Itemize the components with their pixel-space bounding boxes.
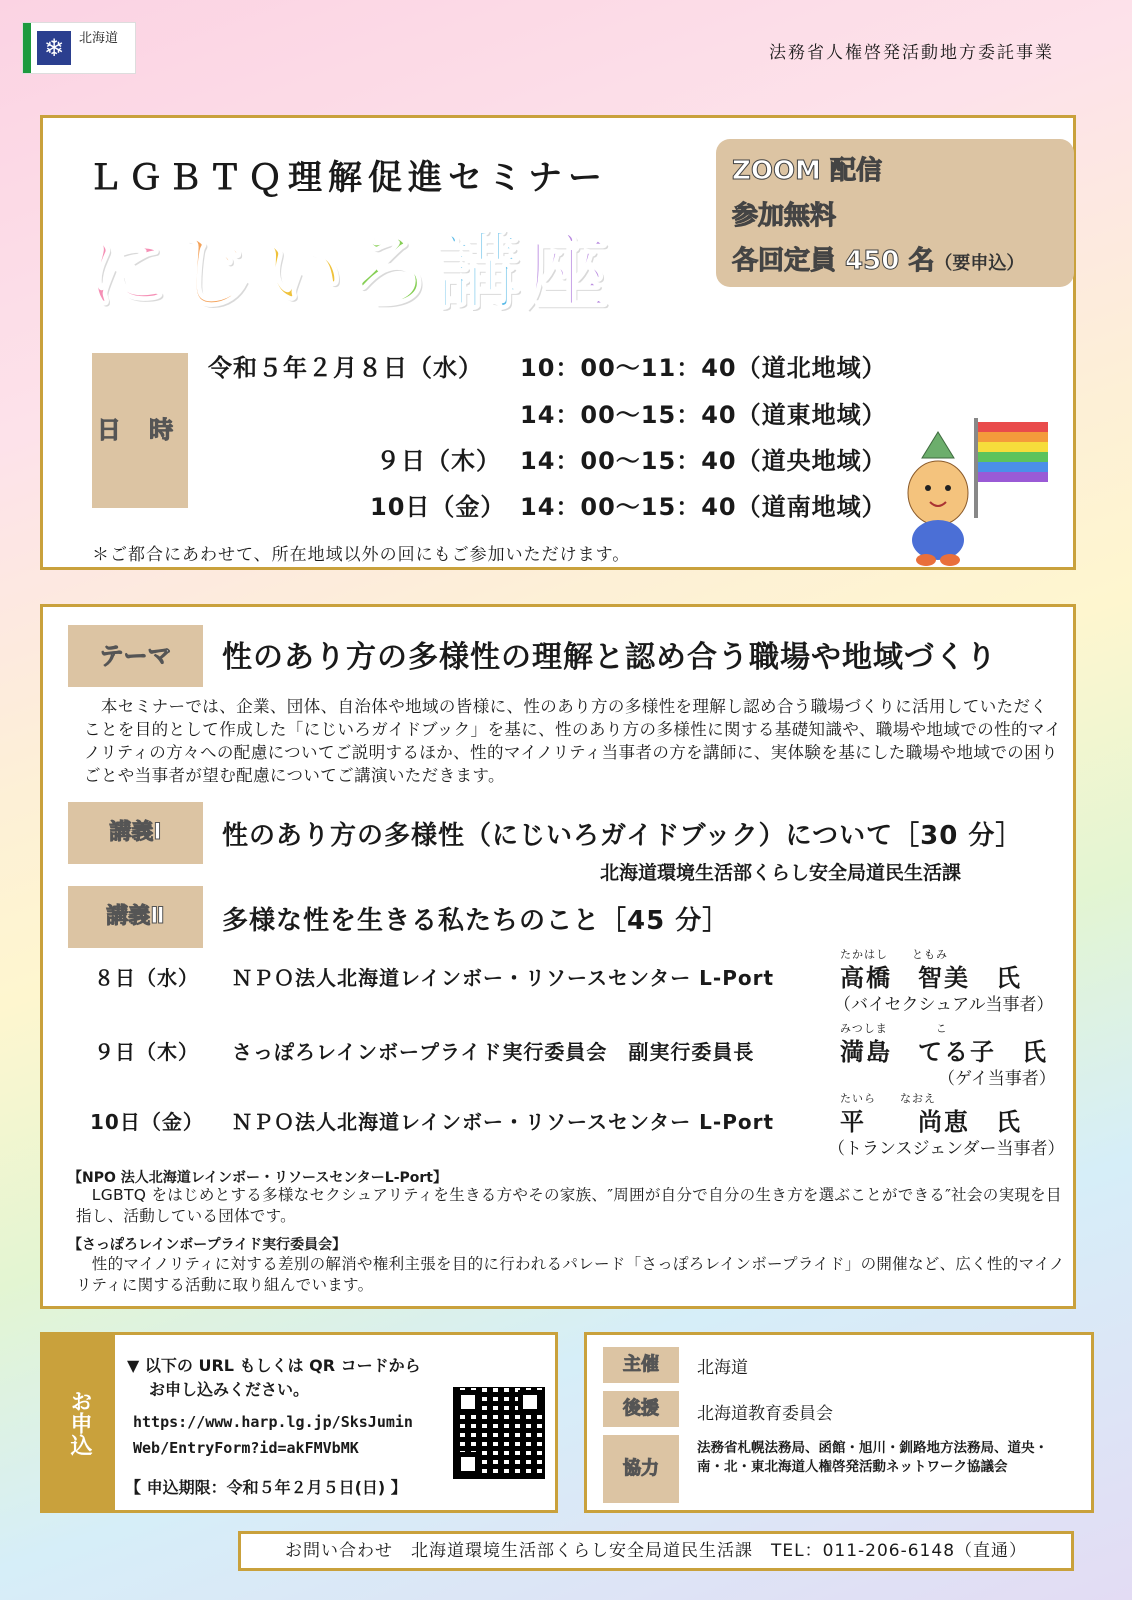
- apply-deadline: 【 申込期限：令和５年２月５日(日) 】: [125, 1478, 407, 1497]
- apply-url-line2[interactable]: Web/EntryForm?id=akFMVbMK: [133, 1439, 359, 1457]
- title-char: ろ: [348, 223, 437, 321]
- cooperation-value: 法務省札幌法務局、函館・旭川・釧路地方法務局、道央・南・北・東北海道人権啓発活動ネットワーク協議会: [697, 1440, 1048, 1475]
- application-box: [40, 1332, 558, 1513]
- support-tag: 後援: [603, 1391, 679, 1427]
- speaker-day: ８日（水）: [94, 966, 199, 990]
- schedule-time: 10：00～11：40（道北地域）: [520, 354, 887, 382]
- zoom-line: ZOOM 配信: [732, 156, 882, 186]
- support-value: 北海道教育委員会: [697, 1404, 833, 1424]
- lecture-1-org: 北海道環境生活部くらし安全局道民生活課: [600, 862, 962, 884]
- speaker-name: 平 尚恵 氏: [840, 1108, 1022, 1136]
- zoom-info-box: [716, 139, 1074, 287]
- qr-finder: [456, 1452, 480, 1476]
- speaker-org: ＮＰＯ法人北海道レインボー・リソースセンター L-Port: [232, 966, 775, 990]
- seminar-subtitle: ＬＧＢＴＱ理解促進セミナー: [88, 158, 608, 198]
- speaker-ruby: たかはし ともみ: [840, 948, 948, 961]
- seminar-description: 本セミナーでは、企業、団体、自治体や地域の皆様に、性のあり方の多様性を理解し認め合う職場づくりに活用していただくことを目的として作成した「にじいろガイドブック」を基に、性のあり方の多様性に関する基礎知識や、職場や地域での性的マイノリティの方々への配慮についてご説明するほか、性的マイノリティ当事者の方を講師に、実体験を基にした職場や地域での困りごとや当事者が望む配慮についてご講演いただきます。: [84, 697, 1062, 785]
- lecture-2-title: 多様な性を生きる私たちのこと［45 分］: [222, 906, 730, 936]
- schedule-date: 令和５年２月８日（水）: [208, 354, 483, 382]
- title-char: じ: [172, 223, 261, 321]
- sponsor-line: 法務省人権啓発活動地方委託事業: [769, 43, 1054, 63]
- host-value: 北海道: [697, 1358, 748, 1378]
- title-char: い: [260, 223, 349, 321]
- schedule-note: ＊ご都合にあわせて、所在地域以外の回にもご参加いただけます。: [92, 545, 631, 565]
- apply-url-line1[interactable]: https://www.harp.lg.jp/SksJumin: [133, 1413, 413, 1431]
- logo-green-bar: [23, 23, 31, 73]
- schedule-time: 14：00～15：40（道南地域）: [520, 493, 887, 521]
- cooperation-tag: 協力: [603, 1435, 679, 1503]
- speaker-org: ＮＰＯ法人北海道レインボー・リソースセンター L-Port: [232, 1110, 775, 1134]
- schedule-time: 14：00～15：40（道東地域）: [520, 401, 887, 429]
- datetime-tag: 日 時: [92, 353, 188, 508]
- schedule-time: 14：00～15：40（道央地域）: [520, 447, 887, 475]
- logo-text: 北海道: [79, 31, 119, 46]
- hokkaido-logo: [22, 22, 136, 74]
- theme-tag: テーマ: [68, 625, 203, 687]
- snowflake-icon: ❄: [37, 31, 71, 65]
- seminar-title: [84, 205, 612, 326]
- schedule-date: 10日（金）: [370, 493, 506, 521]
- qr-finder: [518, 1390, 542, 1414]
- speaker-day: 10日（金）: [90, 1110, 204, 1134]
- lecture-1-tag: 講義Ⅰ: [68, 802, 203, 864]
- theme-title: 性のあり方の多様性の理解と認め合う職場や地域づくり: [222, 640, 997, 675]
- free-line: 参加無料: [732, 201, 837, 231]
- speaker-day: ９日（木）: [94, 1040, 199, 1064]
- title-char: 座: [524, 223, 613, 321]
- speaker-note: （ゲイ当事者）: [938, 1069, 1056, 1089]
- title-char: 講: [436, 223, 525, 321]
- org-heading: 【さっぽろレインボープライド実行委員会】: [68, 1237, 347, 1253]
- speaker-ruby: みつしま こ: [840, 1022, 948, 1035]
- speaker-note: （トランスジェンダー当事者）: [828, 1139, 1065, 1159]
- org-description: LGBTQ をはじめとする多様なセクシュアリティを生きる方やその家族、″周囲が自分で自分の生き方を選ぶことができる″社会の実現を目指し、活動している団体です。: [76, 1186, 1062, 1225]
- organizer-box: [584, 1332, 1094, 1513]
- contact-line: お問い合わせ 北海道環境生活部くらし安全局道民生活課 TEL：011-206-6148（直通）: [238, 1531, 1074, 1571]
- capacity-note: （要申込）: [934, 253, 1025, 274]
- capacity-text: 各回定員 450 名: [732, 246, 935, 276]
- speaker-note: （バイセクシュアル当事者）: [834, 995, 1054, 1015]
- apply-tag: お申込: [43, 1335, 115, 1510]
- apply-instruction-2: お申し込みください。: [149, 1380, 310, 1399]
- qr-finder: [456, 1390, 480, 1414]
- speaker-name: 高橋 智美 氏: [840, 964, 1022, 992]
- capacity-line: [732, 239, 1058, 286]
- speaker-org: さっぽろレインボープライド実行委員会 副実行委員長: [232, 1040, 755, 1064]
- lecture-1-title: 性のあり方の多様性（にじいろガイドブック）について［30 分］: [222, 821, 1023, 851]
- org-heading: 【NPO 法人北海道レインボー・リソースセンターL-Port】: [68, 1170, 447, 1186]
- apply-instruction: ▼ 以下の URL もしくは QR コードから: [127, 1356, 421, 1375]
- schedule-date: ９日（木）: [376, 447, 501, 475]
- speaker-ruby: たいら なおえ: [840, 1092, 936, 1105]
- host-tag: 主催: [603, 1347, 679, 1383]
- org-description: 性的マイノリティに対する差別の解消や権利主張を目的に行われるパレード「さっぽろレインボープライド」の開催など、広く性的マイノリティに関する活動に取り組んでいます。: [76, 1255, 1065, 1294]
- qr-code[interactable]: [453, 1387, 545, 1479]
- lecture-2-tag: 講義Ⅱ: [68, 886, 203, 948]
- title-char: に: [84, 223, 173, 321]
- mascot-with-rainbow-flag: [904, 418, 1064, 568]
- speaker-name: 満島 てる子 氏: [840, 1038, 1048, 1066]
